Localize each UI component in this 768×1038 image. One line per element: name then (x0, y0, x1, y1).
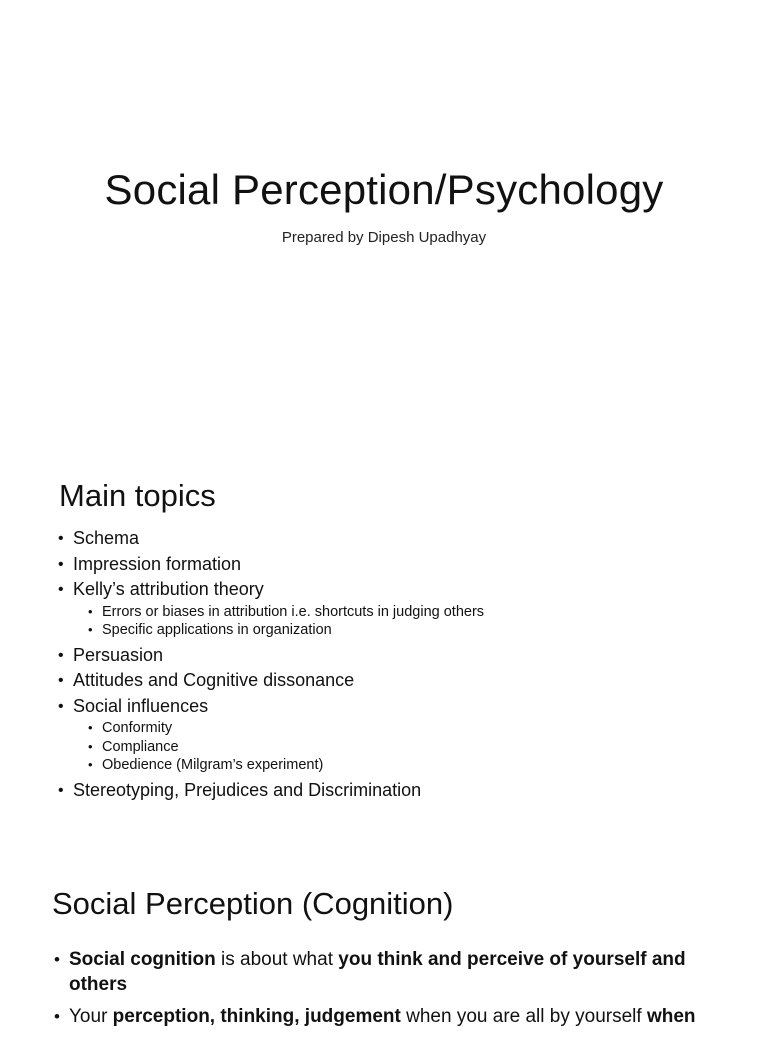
sub-list-item: • Errors or biases in attribution i.e. shortcuts in judging others (73, 603, 484, 622)
slide-heading: Social Perception (Cognition) (52, 886, 454, 921)
main-topics-slide (0, 432, 768, 864)
list-item-label: Schema (73, 528, 140, 548)
sub-list-item: • Compliance (73, 738, 484, 757)
list-item-label: Persuasion (73, 644, 164, 665)
list-item (58, 526, 484, 552)
content-list (54, 948, 744, 1038)
sub-list (73, 719, 484, 778)
list-item-label: Attitudes and Cognitive dissonance (73, 670, 355, 690)
presentation-subtitle: Prepared by Dipesh Upadhyay (281, 229, 487, 246)
body-text: Your (69, 1006, 113, 1027)
social-perception-slide (0, 864, 768, 1027)
list-item (58, 577, 484, 643)
list-item-label: Social influences (73, 695, 209, 716)
list-item (58, 668, 484, 694)
sub-list-item: • Conformity (73, 719, 484, 738)
topics-list (58, 526, 484, 803)
body-text: when you are all by yourself (400, 1006, 647, 1027)
list-item (58, 552, 484, 578)
sub-list (73, 603, 484, 643)
presentation-title: Social Perception/Psychology (104, 166, 664, 213)
sub-list-item: • Obedience (Milgram’s experiment) (73, 756, 484, 775)
bold-text: Social cognition (69, 949, 216, 970)
list-item-label: Impression formation (73, 553, 242, 574)
slide-heading: Main topics (59, 478, 216, 513)
list-item (58, 778, 484, 804)
sub-list-item: • Specific applications in organization (73, 621, 484, 640)
list-item-label: Kelly’s attribution theory (73, 579, 264, 599)
bold-text: when (646, 1006, 696, 1027)
title-slide (0, 0, 768, 432)
bold-text: you think and perceive of yourself and others (69, 949, 686, 995)
body-text: is about what (215, 949, 339, 970)
list-item (54, 948, 744, 997)
list-item (58, 694, 484, 778)
bold-text: perception, thinking, judgement (112, 1006, 401, 1027)
list-item-label: Stereotyping, Prejudices and Discrimination (73, 779, 422, 800)
list-item (54, 1005, 744, 1030)
list-item (58, 643, 484, 669)
